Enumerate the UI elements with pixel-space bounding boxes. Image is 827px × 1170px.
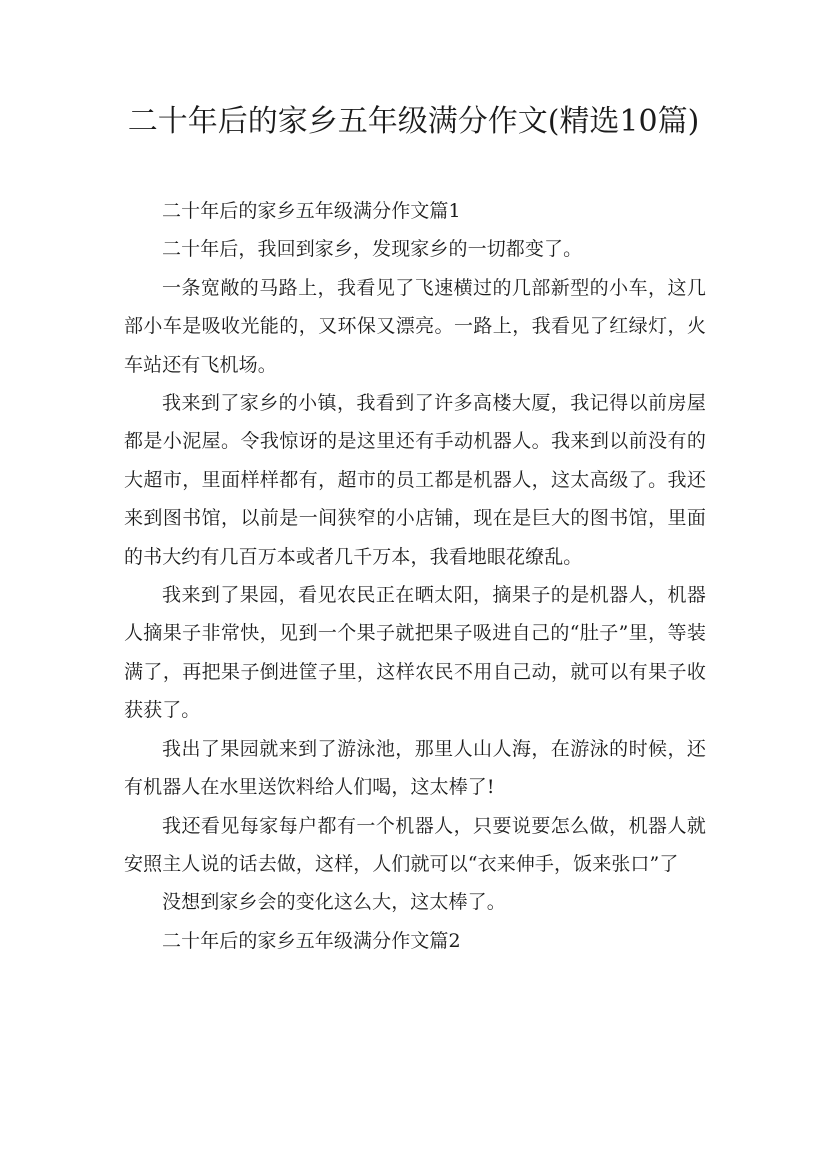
paragraph-3: 我来到了家乡的小镇，我看到了许多高楼大厦，我记得以前房屋都是小泥屋。令我惊讶的是这里还有手动机器人。我来到以前没有的大超市，里面样样都有，超市的员工都是机器人，这太高级了。我还来到图书馆，以前是一间狭窄的小店铺，现在是巨大的图书馆，里面的书大约有几百万本或者几千万本，我看地眼花缭乱。 [124,392,706,568]
paragraph-4: 我来到了果园，看见农民正在晒太阳，摘果子的是机器人，机器人摘果子非常快，见到一个果子就把果子吸进自己的“肚子”里，等装满了，再把果子倒进筐子里，这样农民不用自己动，就可以有果子收获获了。 [124,584,706,722]
paragraph-2: 一条宽敞的马路上，我看见了飞速横过的几部新型的小车，这几部小车是吸收光能的，又环保又漂亮。一路上，我看见了红绿灯，火车站还有飞机场。 [124,276,706,376]
paragraph-7: 没想到家乡会的变化这么大，这太棒了。 [162,891,506,914]
document-title: 二十年后的家乡五年级满分作文(精选10篇) [127,104,700,139]
document-body [124,192,706,960]
paragraph-6: 我还看见每家每户都有一个机器人，只要说要怎么做，机器人就安照主人说的话去做，这样，人们就可以“衣来伸手，饭来张口”了 [124,814,706,875]
section-heading-1: 二十年后的家乡五年级满分作文篇1 [162,200,461,222]
section-heading-2: 二十年后的家乡五年级满分作文篇2 [162,929,461,952]
paragraph-1: 二十年后，我回到家乡，发现家乡的一切都变了。 [162,238,583,261]
paragraph-5: 我出了果园就来到了游泳池，那里人山人海，在游泳的时候，还有机器人在水里送饮料给人们喝，这太棒了! [124,737,706,799]
